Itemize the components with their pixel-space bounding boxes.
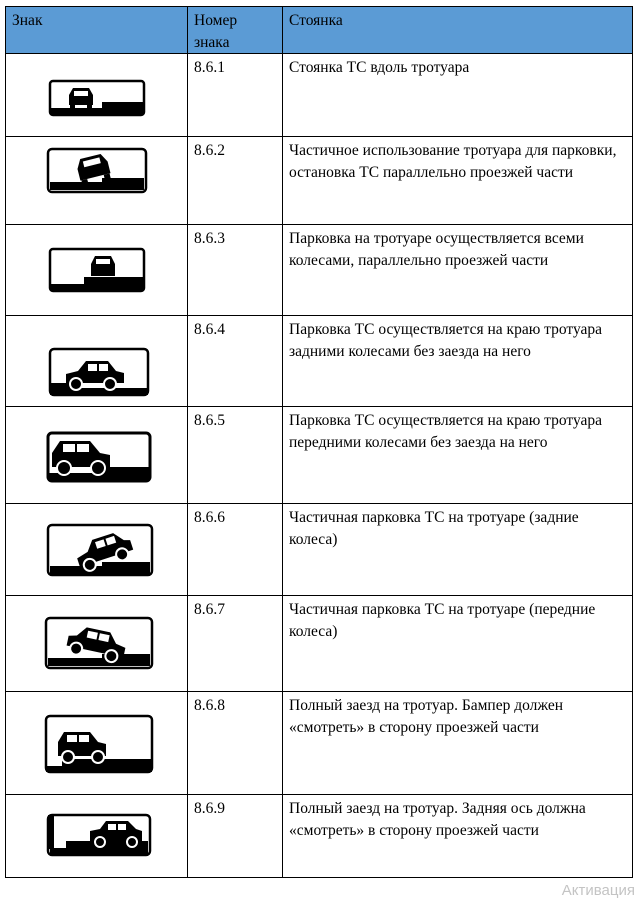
sign-number: 8.6.7 <box>188 596 283 692</box>
table-row <box>6 504 633 596</box>
sign-8-6-2-icon <box>6 137 188 225</box>
sign-cell <box>6 137 188 225</box>
sign-8-6-5-icon <box>6 407 188 504</box>
sign-cell <box>6 54 188 137</box>
table-row <box>6 54 633 137</box>
sign-description: Частичное использование тротуара для парковки, остановка ТС параллельно проезжей части <box>283 137 633 225</box>
sign-description: Парковка на тротуаре осуществляется всеми колесами, параллельно проезжей части <box>283 225 633 316</box>
table-row <box>6 407 633 504</box>
table-row <box>6 316 633 407</box>
sign-cell <box>6 596 188 692</box>
sign-description: Частичная парковка ТС на тротуаре (передние колеса) <box>283 596 633 692</box>
sign-cell <box>6 316 188 407</box>
sign-cell <box>6 692 188 795</box>
sign-number: 8.6.4 <box>188 316 283 407</box>
sign-number: 8.6.8 <box>188 692 283 795</box>
sign-description: Полный заезд на тротуар. Бампер должен «смотреть» в сторону проезжей части <box>283 692 633 795</box>
header-number: Номер знака <box>188 7 283 54</box>
sign-8-6-6-icon <box>6 504 188 596</box>
table-row <box>6 596 633 692</box>
header-sign: Знак <box>6 7 188 54</box>
sign-8-6-8-icon <box>6 692 188 795</box>
table-row <box>6 795 633 878</box>
sign-cell <box>6 225 188 316</box>
header-parking: Стоянка <box>283 7 633 54</box>
sign-description: Частичная парковка ТС на тротуаре (задние колеса) <box>283 504 633 596</box>
sign-8-6-3-icon <box>6 225 188 316</box>
sign-cell <box>6 407 188 504</box>
table-header-row <box>6 7 633 54</box>
sign-description: Полный заезд на тротуар. Задняя ось должна «смотреть» в сторону проезжей части <box>283 795 633 878</box>
sign-number: 8.6.3 <box>188 225 283 316</box>
table-row <box>6 225 633 316</box>
table-row <box>6 692 633 795</box>
sign-8-6-1-icon <box>6 54 188 137</box>
parking-signs-table <box>5 6 633 878</box>
sign-description: Парковка ТС осуществляется на краю тротуара задними колесами без заезда на него <box>283 316 633 407</box>
table-row <box>6 137 633 225</box>
sign-description: Стоянка ТС вдоль тротуара <box>283 54 633 137</box>
sign-description: Парковка ТС осуществляется на краю тротуара передними колесами без заезда на него <box>283 407 633 504</box>
sign-number: 8.6.5 <box>188 407 283 504</box>
sign-8-6-9-icon <box>6 795 188 878</box>
sign-number: 8.6.9 <box>188 795 283 878</box>
sign-cell <box>6 795 188 878</box>
sign-number: 8.6.6 <box>188 504 283 596</box>
activation-watermark: Активация <box>561 882 635 899</box>
sign-number: 8.6.2 <box>188 137 283 225</box>
sign-8-6-7-icon <box>6 596 188 692</box>
sign-8-6-4-icon <box>6 316 188 407</box>
sign-number: 8.6.1 <box>188 54 283 137</box>
sign-cell <box>6 504 188 596</box>
